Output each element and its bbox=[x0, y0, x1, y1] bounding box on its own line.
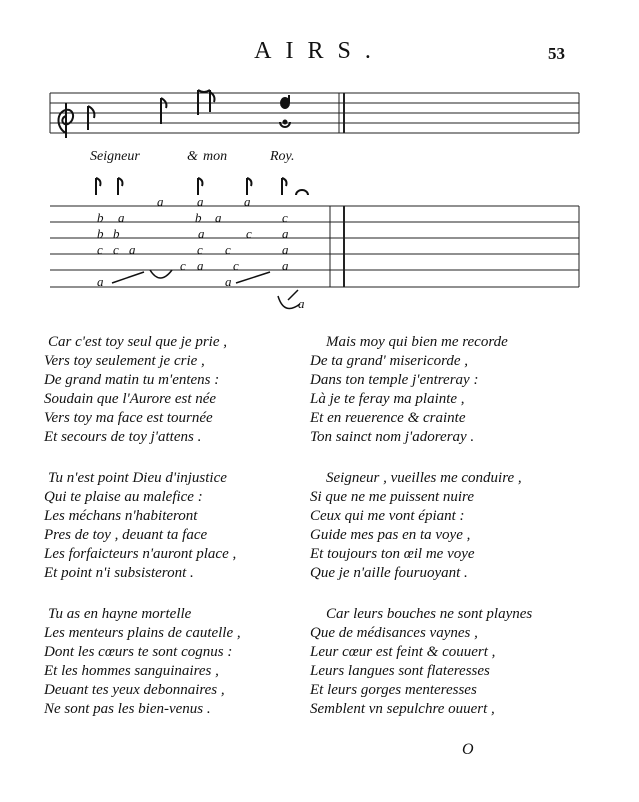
verse-line: Ton sainct nom j'adoreray . bbox=[310, 429, 475, 445]
stanza bbox=[44, 333, 294, 447]
tab-letter: a bbox=[298, 296, 305, 311]
verse-line: Tu n'est point Dieu d'injustice bbox=[48, 470, 227, 486]
verse-line: Semblent vn sepulchre ouuert , bbox=[310, 701, 495, 717]
stanza bbox=[310, 333, 560, 447]
folio-signature: O bbox=[462, 741, 474, 758]
tab-letter: c bbox=[233, 258, 239, 273]
tab-letter: c bbox=[113, 242, 119, 257]
tab-letter: a bbox=[157, 194, 164, 209]
verse-line: Soudain que l'Aurore est née bbox=[44, 391, 217, 407]
verse-line: Qui te plaise au malefice : bbox=[44, 489, 203, 505]
verse-line: Car c'est toy seul que je prie , bbox=[48, 334, 228, 350]
verse-line: Ceux qui me vont épiant : bbox=[310, 508, 465, 524]
stanza bbox=[44, 605, 294, 719]
verse-line: Tu as en hayne mortelle bbox=[48, 606, 192, 622]
tab-letter: a bbox=[198, 226, 205, 241]
tab-letter: c bbox=[225, 242, 231, 257]
verse-line: De grand matin tu m'entens : bbox=[44, 372, 220, 388]
verse-line: Et les hommes sanguinaires , bbox=[44, 663, 219, 679]
tab-letter: a bbox=[118, 210, 125, 225]
stanza bbox=[44, 469, 294, 583]
staff-lines bbox=[50, 93, 579, 133]
tablature-slurs bbox=[112, 270, 300, 309]
tab-letter: c bbox=[197, 242, 203, 257]
music-score bbox=[0, 0, 639, 330]
verse-line: Deuant tes yeux debonnaires , bbox=[44, 682, 225, 698]
verse-line: Car leurs bouches ne sont playnes bbox=[326, 606, 533, 622]
tab-letter: b bbox=[195, 210, 202, 225]
tab-letter: a bbox=[215, 210, 222, 225]
stanza bbox=[310, 605, 560, 719]
lyric-word: mon bbox=[203, 149, 228, 164]
tab-letter: a bbox=[282, 258, 289, 273]
verse-line: Vers toy ma face est tournée bbox=[44, 410, 213, 426]
page-number: 53 bbox=[548, 44, 565, 63]
tab-letter: b bbox=[97, 226, 104, 241]
verse-line: Et leurs gorges menteresses bbox=[310, 682, 477, 698]
verse-line: Et en reuerence & crainte bbox=[310, 410, 466, 426]
verse-line: Ne sont pas les bien-venus . bbox=[44, 701, 211, 717]
tab-letter: a bbox=[244, 194, 251, 209]
lyric-word: & bbox=[187, 149, 198, 164]
verse-line: Pres de toy , deuant ta face bbox=[44, 527, 208, 543]
verse-line: Et secours de toy j'attens . bbox=[44, 429, 202, 445]
verse-line: Mais moy qui bien me recorde bbox=[326, 334, 508, 350]
verse-line: Si que ne me puissent nuire bbox=[310, 489, 474, 505]
left-verse-column bbox=[44, 333, 294, 741]
lyric-word: Seigneur bbox=[90, 149, 140, 164]
verse-line: Seigneur , vueilles me conduire , bbox=[326, 470, 522, 486]
verse-line: De ta grand' misericorde , bbox=[310, 353, 469, 369]
tab-letter: c bbox=[246, 226, 252, 241]
tab-letter: b bbox=[97, 210, 104, 225]
staff-notes bbox=[88, 90, 290, 130]
lyric-word: Roy. bbox=[270, 149, 295, 164]
verse-line: Dans ton temple j'entreray : bbox=[310, 372, 479, 388]
tab-letter: b bbox=[113, 226, 120, 241]
verse-line: Vers toy seulement je crie , bbox=[44, 353, 205, 369]
tab-letter: a bbox=[282, 242, 289, 257]
right-verse-column bbox=[310, 333, 560, 741]
verse-line: Et point n'i subsisteront . bbox=[44, 565, 194, 581]
verse-line: Leur cœur est feint & couuert , bbox=[310, 644, 496, 660]
tab-letter: a bbox=[197, 258, 204, 273]
verse-line: Les menteurs plains de cautelle , bbox=[44, 625, 241, 641]
tab-letter: a bbox=[225, 274, 232, 289]
verse-line: Les méchans n'habiteront bbox=[44, 508, 198, 524]
verse-line: Les forfaicteurs n'auront place , bbox=[44, 546, 237, 562]
tab-letter: a bbox=[97, 274, 104, 289]
rhythm-flags bbox=[96, 178, 308, 195]
verse-line: Là je te feray ma plainte , bbox=[310, 391, 465, 407]
verse-line: Et toujours ton œil me voye bbox=[310, 546, 475, 562]
verse-line: Dont les cœurs te sont cognus : bbox=[44, 644, 233, 660]
verse-line: Guide mes pas en ta voye , bbox=[310, 527, 471, 543]
verse-line: Que je n'aille fouruoyant . bbox=[310, 565, 468, 581]
tab-letter: a bbox=[282, 226, 289, 241]
tab-letter: a bbox=[197, 194, 204, 209]
verse-line: Que de médisances vaynes , bbox=[310, 625, 478, 641]
stanza bbox=[310, 469, 560, 583]
running-title: AIRS. bbox=[254, 38, 385, 64]
tab-letter: c bbox=[180, 258, 186, 273]
tab-letter: a bbox=[129, 242, 136, 257]
tab-letter: c bbox=[97, 242, 103, 257]
verse-line: Leurs langues sont flateresses bbox=[310, 663, 490, 679]
tab-letter: c bbox=[282, 210, 288, 225]
